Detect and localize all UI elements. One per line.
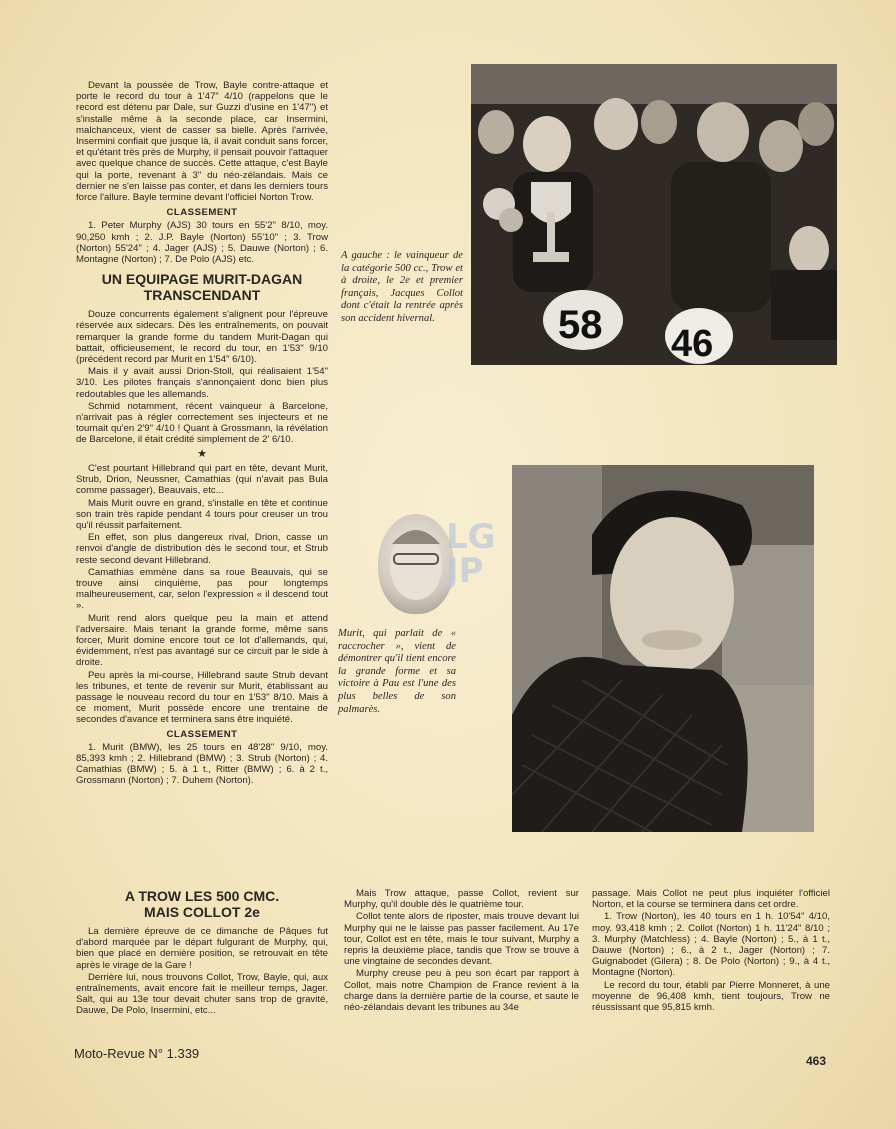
- section-title-line: UN EQUIPAGE MURIT-DAGAN: [101, 271, 303, 288]
- watermark-logo: [446, 517, 496, 591]
- article-paragraph: Douze concurrents également s'alignent pour l'épreuve réservée aux sidecars. Dès les entraînements, on pouvait remarquer la grande forme du tandem Murit-Dagan qui battait, officieusement, le record du tour, en 1'53" 9/10 (précédent record par Murit en 1'54" 6/10).: [76, 309, 328, 366]
- photo-murit-illustration: [512, 465, 814, 832]
- star-separator: ★: [197, 447, 207, 460]
- classement-text-1: 1. Peter Murphy (AJS) 30 tours en 55'2" 8/10, moy. 90,250 kmh ; 2. J.P. Bayle (Norton) 55'10" ; 3. Trow (Norton) 55'24" ; 4. Jager (AJS) ; 5. Dauwe (Norton) ; 6. Montagne (Norton) ; 7. De Polo (AJS) etc.: [76, 220, 328, 266]
- footer-magazine-issue: Moto-Revue N° 1.339: [74, 1046, 200, 1061]
- section-title-line: A TROW LES 500 CMC.: [124, 888, 280, 904]
- article-paragraph: Mais Trow attaque, passe Collot, revient sur Murphy, qu'il double dès le quatrième tour.: [344, 888, 579, 911]
- section-title-trow: [76, 888, 328, 920]
- article-paragraph: La dernière épreuve de ce dimanche de Pâques fut d'abord marquée par le départ fulgurant de Murphy, qui, bien que placé en dernière position, se retrouvait en tête après le virage de la Gare !: [76, 926, 328, 971]
- article-paragraph: Collot tente alors de riposter, mais trouve devant lui Murphy qui ne le laisse pas passer facilement. Au 17e tour, Collot est en tête, mais le tour suivant, Murphy a repris la deuxième place, tandis que Trow se trouve à une vingtaine de secondes devant.: [344, 911, 579, 968]
- column-bottom-middle: [344, 888, 579, 1014]
- section-title-murit-dagan: [76, 271, 328, 303]
- article-paragraph: En effet, son plus dangereux rival, Drion, casse un renvoi d'angle de distribution dès le second tour, et Strub reste second devant Hillebrand.: [76, 532, 328, 566]
- article-paragraph: Le record du tour, établi par Pierre Monneret, à une moyenne de 96,408 kmh, tient toujours, Trow ne réussissant que 95,815 kmh.: [592, 979, 830, 1014]
- article-paragraph: Peu après la mi-course, Hillebrand saute Strub devant les tribunes, et tente de revenir sur Murit, établissant au passage le nouveau record du tour en 1'53" 8/10. Mais à ce moment, Murit possède encore une trentaine de secondes d'avance et terminera sans être inquiété.: [76, 669, 328, 726]
- caption-murit: Murit, qui parlait de « raccrocher », vient de démontrer qu'il tient encore la grande forme et sa victoire à Pau est l'une des plus belles de son palmarès.: [338, 628, 456, 715]
- classement-text-2: 1. Murit (BMW), les 25 tours en 48'28" 9/10, moy. 85,393 kmh ; 2. Hillebrand (BMW) ; 3. Strub (Norton) ; 4. Camathias (BMW) ; 5. à 1 t., Ritter (BMW) ; 6. à 2 t., Grossmann (Norton) ; 7. Duhem (Norton).: [76, 741, 328, 787]
- section-title-line: TRANSCENDANT: [143, 287, 261, 304]
- caption-winners: A gauche : le vainqueur de la catégorie 500 cc., Trow et à droite, le 2e et premier français, Jacques Collot dont c'était la rentrée après son accident hivernal.: [341, 250, 463, 324]
- article-paragraph: passage. Mais Collot ne peut plus inquiéter l'officiel Norton, et la course se terminera dans cet ordre.: [592, 888, 830, 911]
- watermark-line: JP: [446, 551, 484, 591]
- photo-winners-trophy: [471, 64, 837, 365]
- article-paragraph: Mais il y avait aussi Drion-Stoll, qui réalisaient 1'54" 3/10. Les pilotes français s'annonçaient donc bien plus redoutables que les allemands.: [76, 366, 328, 400]
- section-title-line: MAIS COLLOT 2e: [144, 904, 260, 920]
- article-paragraph: Murit rend alors quelque peu la main et attend l'adversaire. Mais tenant la grande forme, même sans forcer, Murit domine encore tout ce lot d'allemands, qui, évidemment, n'est pas avantagé sur ce circuit par le side à droite.: [76, 612, 328, 669]
- classement-heading-2: CLASSEMENT: [166, 728, 238, 740]
- page-number: 463: [806, 1054, 827, 1068]
- portrait-illustration: [378, 514, 454, 614]
- article-paragraph: Schmid notamment, récent vainqueur à Barcelone, n'arrivait pas à régler correctement ses injecteurs et ne tournait qu'en 2'9" 4/10 ! Quant à Grossmann, la révélation de Barcelone, il était crédité simplement de 2' 6/10.: [76, 400, 328, 446]
- column-bottom-right: [592, 888, 830, 1014]
- race-number-58: 58: [558, 303, 603, 347]
- results-paragraph: 1. Trow (Norton), les 40 tours en 1 h. 10'54" 4/10, moy. 93,418 kmh ; 2. Collot (Norton) 1 h. 11'24" 8/10 ; 3. Murphy (Matchless) ; 4. Bayle (Norton) ; 5., à 1 t., Dauwe (Norton) ; 6., à 2 t., Jager (Norton) ; 7. Guignabodet (Gilera) ; 8. De Polo (Norton) ; 9., à 4 t., Montagne (Norton).: [592, 911, 830, 979]
- photo-murit-portrait: [512, 465, 814, 832]
- photo-winners-illustration: [471, 64, 837, 365]
- article-paragraph: Murphy creuse peu à peu son écart par rapport à Collot, mais notre Champion de France revient à la charge dans la dernière partie de la course, et saute le néo-zélandais devant les tribunes au 34e: [344, 968, 579, 1014]
- watermark-line: LG: [446, 517, 496, 557]
- article-paragraph: Derrière lui, nous trouvons Collot, Trow, Bayle, qui, aux entraînements, avait encore fait le meilleur temps, Jager. Salt, qui au 13e tour devait chuter sans trop de gravité, Dauwe, De Polo, Insermini, etc...: [76, 971, 328, 1017]
- column-left: [76, 80, 328, 788]
- race-number-46: 46: [671, 323, 714, 365]
- portrait-inset: [378, 514, 454, 614]
- article-paragraph: Mais Murit ouvre en grand, s'installe en tête et continue son train très rapide pendant 4 tours pour creuser un trou qu'il réussit parfaitement.: [76, 497, 328, 531]
- column-bottom-left: [76, 888, 328, 1018]
- article-paragraph: C'est pourtant Hillebrand qui part en tête, devant Murit, Strub, Drion, Neussner, Camathias (qui n'avait pas Bula comme passager), Beauvais, etc...: [76, 462, 328, 497]
- article-paragraph: Camathias emmène dans sa roue Beauvais, qui se trouve ainsi cinquième, pas pour longtemps malheureusement, car, selon l'expression « il descend tout ».: [76, 566, 328, 612]
- intro-paragraph: Devant la poussée de Trow, Bayle contre-attaque et porte le record du tour à 1'47" 4/10 (rappelons que le record est détenu par Dale, sur Guzzi d'usine en 1'47") et s'installe même à la seconde place, car Insermini, malchanceux, vient de casser sa bielle. Après l'arrivée, Insermini confiait que jusque là, il avait conduit sans forcer, et qu'étant très près de Murphy, il pensait pouvoir l'attaquer avec quelque chance de succès. Cette attaque, c'est Bayle qui la porte, revenant à 3" du néo-zélandais. Mais ce dernier ne s'en laisse pas conter, et dans les derniers tours force l'allure. Bayle termine devant l'officiel Norton Trow.: [76, 80, 328, 204]
- classement-heading-1: CLASSEMENT: [166, 207, 238, 219]
